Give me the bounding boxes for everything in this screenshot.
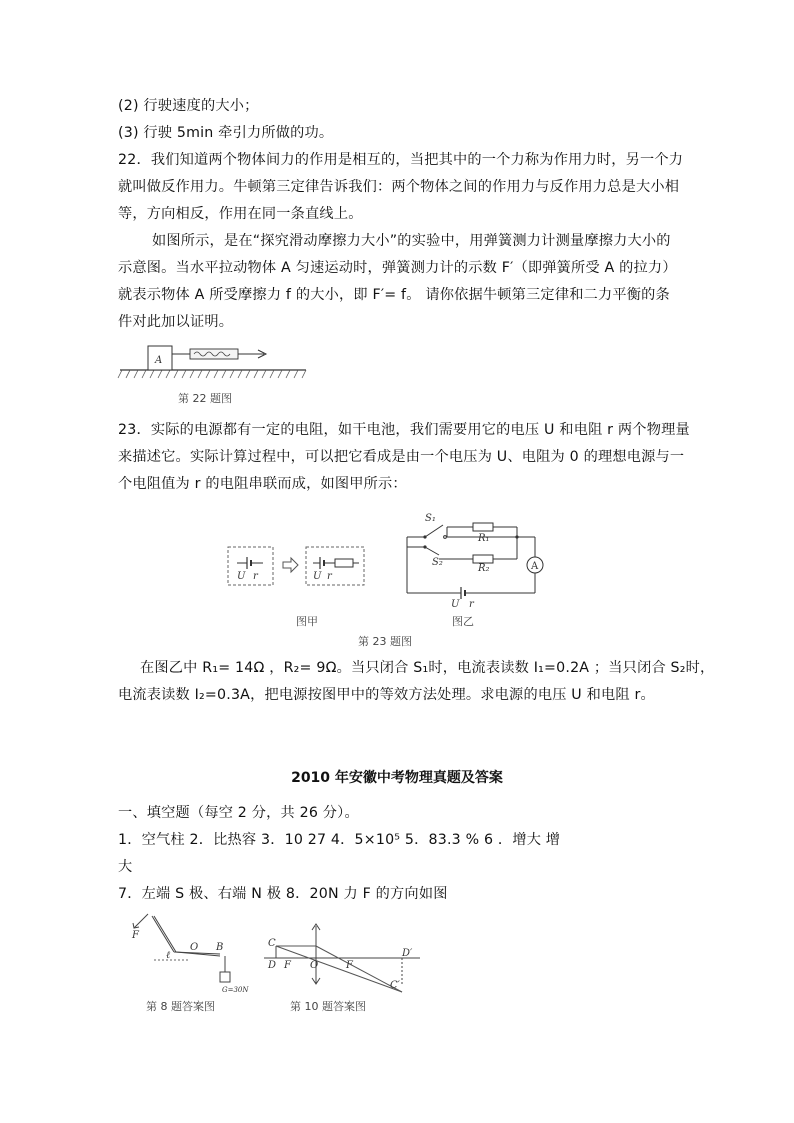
q23-line5: 电流表读数 I₂=0.3A，把电源按图甲中的等效方法处理。求电源的电压 U 和电阻 r。 — [118, 687, 655, 703]
q23-line2: 来描述它。实际计算过程中，可以把它看成是由一个电压为 U、电阻为 0 的理想电源与一 — [118, 449, 685, 465]
answer-figure-10-caption: 第 10 题答案图 — [290, 1000, 366, 1013]
svg-text:ℓ: ℓ — [166, 950, 171, 961]
answer-figure-10 — [262, 922, 422, 991]
svg-text:B: B — [216, 942, 224, 953]
figure-22-block-label: A — [155, 355, 163, 366]
svg-text:O: O — [310, 960, 319, 971]
figure-22-caption: 第 22 题图 — [178, 392, 232, 405]
svg-text:F: F — [284, 960, 291, 971]
q22-line2: 就叫做反作用力。牛顿第三定律告诉我们：两个物体之间的作用力与反作用力总是大小相 — [118, 179, 680, 195]
answers-row1: 1．空气柱 2．比热容 3．10 27 4．5×10⁵ 5．83.3 % 6 ．增大 增 — [118, 832, 561, 848]
svg-text:F: F — [346, 960, 353, 971]
svg-text:U: U — [237, 571, 246, 582]
svg-text:D: D — [268, 960, 277, 971]
svg-text:S₁: S₁ — [425, 513, 436, 524]
svg-text:r: r — [253, 571, 258, 582]
svg-text:R₁: R₁ — [478, 533, 490, 544]
answer-figure-8 — [130, 912, 250, 992]
svg-text:A: A — [531, 561, 539, 572]
figure-23-yi-label: 图乙 — [452, 615, 474, 628]
answer-figure-8-caption: 第 8 题答案图 — [146, 1000, 215, 1013]
svg-text:C′: C′ — [390, 980, 400, 991]
figure-23-jia-label: 图甲 — [296, 615, 318, 628]
svg-text:r: r — [327, 571, 332, 582]
q23-line3: 个电阻值为 r 的电阻串联而成，如图甲所示： — [118, 476, 407, 492]
figure-22 — [118, 342, 308, 384]
q22-line5: 示意图。当水平拉动物体 A 匀速运动时，弹簧测力计的示数 F′（即弹簧所受 A 的拉力） — [118, 260, 677, 276]
figure-23 — [225, 505, 555, 610]
svg-text:U: U — [451, 599, 460, 610]
q21-item3: (3) 行驶 5min 牵引力所做的功。 — [118, 125, 334, 141]
q23-line4: 在图乙中 R₁= 14Ω ，R₂= 9Ω。当只闭合 S₁时，电流表读数 I₁=0.2A ；当只闭合 S₂时， — [140, 660, 715, 676]
q21-item2: (2) 行驶速度的大小； — [118, 98, 259, 114]
q22-line4: 如图所示，是在“探究滑动摩擦力大小”的实验中，用弹簧测力计测量摩擦力大小的 — [152, 233, 671, 249]
svg-text:O: O — [190, 942, 199, 953]
q22-line1: 22．我们知道两个物体间力的作用是相互的，当把其中的一个力称为作用力时，另一个力 — [118, 152, 684, 168]
figure-23-caption: 第 23 题图 — [358, 635, 412, 648]
q22-line3: 等，方向相反，作用在同一条直线上。 — [118, 206, 363, 222]
svg-text:r: r — [469, 599, 474, 610]
answers-section1-heading: 一、填空题（每空 2 分，共 26 分）。 — [118, 805, 359, 821]
svg-text:G=30N: G=30N — [222, 986, 249, 994]
svg-text:F: F — [132, 930, 139, 941]
svg-text:U: U — [313, 571, 322, 582]
svg-text:R₂: R₂ — [478, 563, 490, 574]
svg-text:D′: D′ — [402, 948, 413, 959]
q23-line1: 23．实际的电源都有一定的电阻，如干电池，我们需要用它的电压 U 和电阻 r 两个物理量 — [118, 422, 690, 438]
q22-line6: 就表示物体 A 所受摩擦力 f 的大小，即 F′= f。 请你依据牛顿第三定律和二力平衡的条 — [118, 287, 670, 303]
answers-row1-continued: 大 — [118, 859, 133, 875]
answers-title: 2010 年安徽中考物理真题及答案 — [291, 770, 503, 786]
q22-line7: 件对此加以证明。 — [118, 314, 234, 330]
svg-text:S₂: S₂ — [432, 557, 443, 568]
svg-text:C: C — [268, 938, 276, 949]
answers-row2: 7．左端 S 极、右端 N 极 8．20N 力 F 的方向如图 — [118, 886, 448, 902]
